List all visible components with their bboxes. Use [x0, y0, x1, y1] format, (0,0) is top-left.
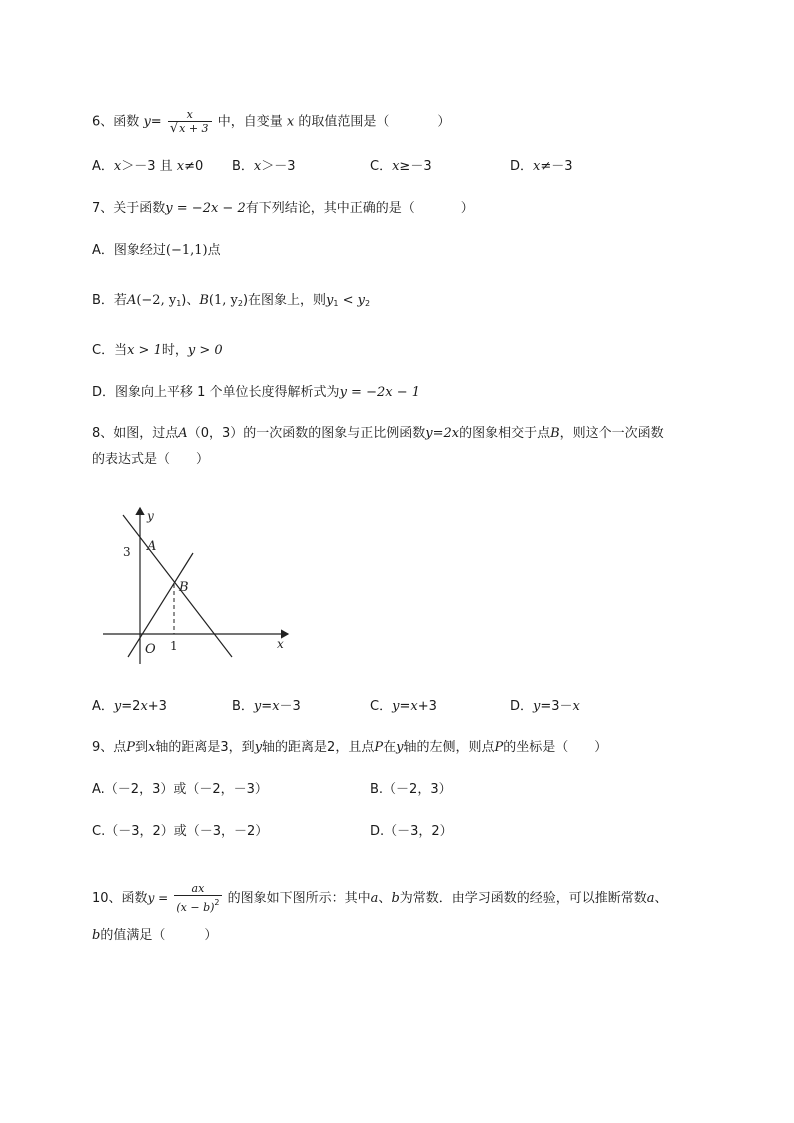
y-axis-label: y [147, 509, 154, 523]
question-7-stem: 7、关于函数y = −2x − 2有下列结论，其中正确的是（ ） [92, 201, 474, 216]
option-7d: D．图象向上平移 1 个单位长度得解析式为y = −2x − 1 [92, 385, 420, 400]
point-a-label: A [147, 539, 157, 554]
option-6b: B．x＞－3 [232, 159, 296, 174]
option-9d: D.（－3，2） [370, 824, 453, 839]
tick-3: 3 [123, 545, 131, 559]
option-9b: B.（－2，3） [370, 782, 452, 797]
option-6c: C．x≥－3 [370, 159, 432, 174]
question-10-stem-line2: b的值满足（ ） [92, 928, 218, 943]
tick-1: 1 [170, 639, 178, 653]
question-8-stem-line2: 的表达式是（ ） [92, 452, 210, 467]
option-6d: D．x≠－3 [510, 159, 573, 174]
fraction: $\frac{x}{√x + 3}$ [168, 108, 212, 136]
question-8-stem: 8、如图，过点A（0，3）的一次函数的图象与正比例函数y=2x的图象相交于点B，则这个一次函数 [92, 426, 664, 441]
line-y-2x [128, 553, 193, 657]
question-number: 6、 [92, 114, 114, 130]
question-9-stem: 9、点P到x轴的距离是3，到y轴的距离是2，且点P在y轴的左侧，则点P的坐标是（ ） [92, 740, 608, 755]
line-through-a-b [123, 515, 232, 657]
option-8b: B．y=x－3 [232, 699, 301, 714]
option-9c: C.（－3，2）或（－3，－2） [92, 824, 269, 839]
x-axis-label: x [277, 637, 284, 651]
option-8c: C．y=x+3 [370, 699, 437, 714]
question-6-stem: 6、函数 y= $\frac{x}{√x + 3}$ 中，自变量 x 的取值范围是（ ） [92, 108, 451, 136]
option-6a: A．x＞－3 且 x≠0 [92, 159, 204, 174]
point-b-label: B [179, 580, 189, 595]
option-8d: D．y=3－x [510, 699, 580, 714]
option-7b: B．若A(−2, $y_1$)、B(1, $y_2$)在图象上，则$y_1 < y_2$ [92, 293, 371, 308]
option-8a: A．y=2x+3 [92, 699, 167, 714]
origin-label: O [145, 642, 156, 657]
option-9a: A.（－2，3）或（－2，－3） [92, 782, 268, 797]
fraction: $\frac{ax}{(x - b)^2}$ [176, 882, 220, 914]
option-7a: A．图象经过(−1,1)点 [92, 243, 221, 258]
option-7c: C．当x > 1时，y > 0 [92, 343, 223, 358]
coordinate-graph [95, 500, 300, 670]
question-10-stem: 10、函数y = $\frac{ax}{(x - b)^2}$ 的图象如下图所示：其中a、b为常数．由学习函数的经验，可以推断常数a、 [92, 882, 668, 914]
